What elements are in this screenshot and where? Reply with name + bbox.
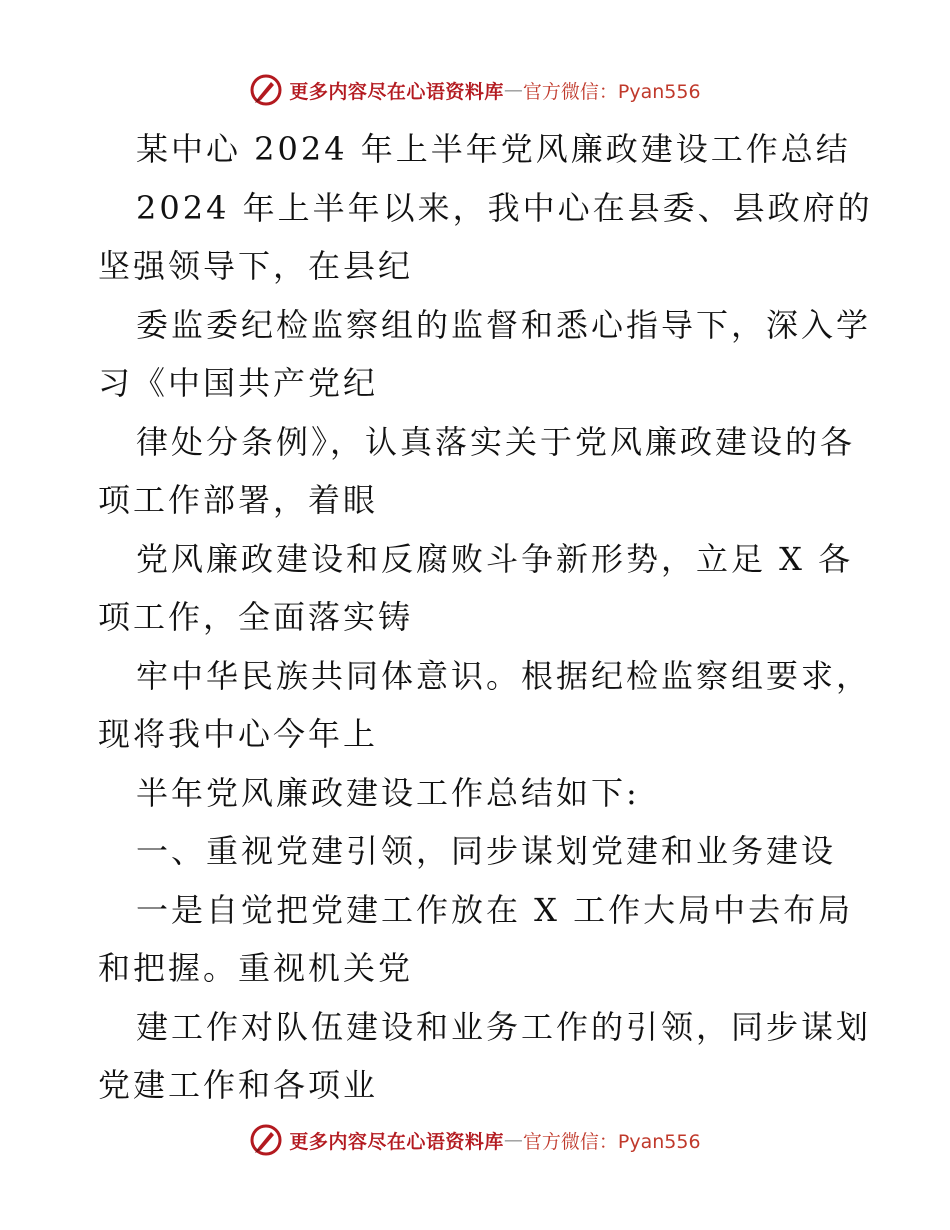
text-line: 项工作部署，着眼 <box>98 481 379 519</box>
watermark-header <box>0 70 950 110</box>
text-line: 坚强领导下，在县纪 <box>98 247 414 285</box>
quill-pen-logo-icon <box>249 1123 283 1157</box>
quill-pen-logo-icon <box>249 73 283 107</box>
text-line: 建工作对队伍建设和业务工作的引领，同步谋划 <box>136 1007 872 1046</box>
text-line: 一、重视党建引领，同步谋划党建和业务建设 <box>136 832 837 870</box>
document-body <box>98 120 873 1115</box>
watermark-separator: — <box>503 79 523 101</box>
text-line: 一是自觉把党建工作放在 X 工作大局中去布局 <box>136 890 854 929</box>
watermark-brand: 更多内容尽在心语资料库 <box>289 1130 504 1153</box>
watermark-contact: 官方微信：Pyan556 <box>522 80 701 103</box>
watermark-separator: — <box>503 1129 523 1151</box>
text-line: 牢中华民族共同体意识。根据纪检监察组要求， <box>136 656 872 695</box>
watermark-brand: 更多内容尽在心语资料库 <box>289 80 504 103</box>
text-line: 习《中国共产党纪 <box>98 364 379 402</box>
text-line: 半年党风廉政建设工作总结如下: <box>136 773 640 812</box>
text-line: 党风廉政建设和反腐败斗争新形势，立足 X 各 <box>136 539 854 578</box>
text-line: 律处分条例》，认真落实关于党风廉政建设的各 <box>136 422 856 461</box>
text-line: 某中心 2024 年上半年党风廉政建设工作总结 <box>136 130 851 168</box>
watermark-contact: 官方微信：Pyan556 <box>522 1130 701 1153</box>
text-line: 现将我中心今年上 <box>98 715 379 753</box>
text-line: 委监委纪检监察组的监督和悉心指导下，深入学 <box>136 305 872 344</box>
text-line: 党建工作和各项业 <box>98 1066 379 1104</box>
text-line: 项工作，全面落实铸 <box>98 598 414 636</box>
text-line: 2024 年上半年以来，我中心在县委、县政府的 <box>136 188 873 227</box>
watermark-footer <box>0 1120 950 1160</box>
text-line: 和把握。重视机关党 <box>98 949 414 987</box>
